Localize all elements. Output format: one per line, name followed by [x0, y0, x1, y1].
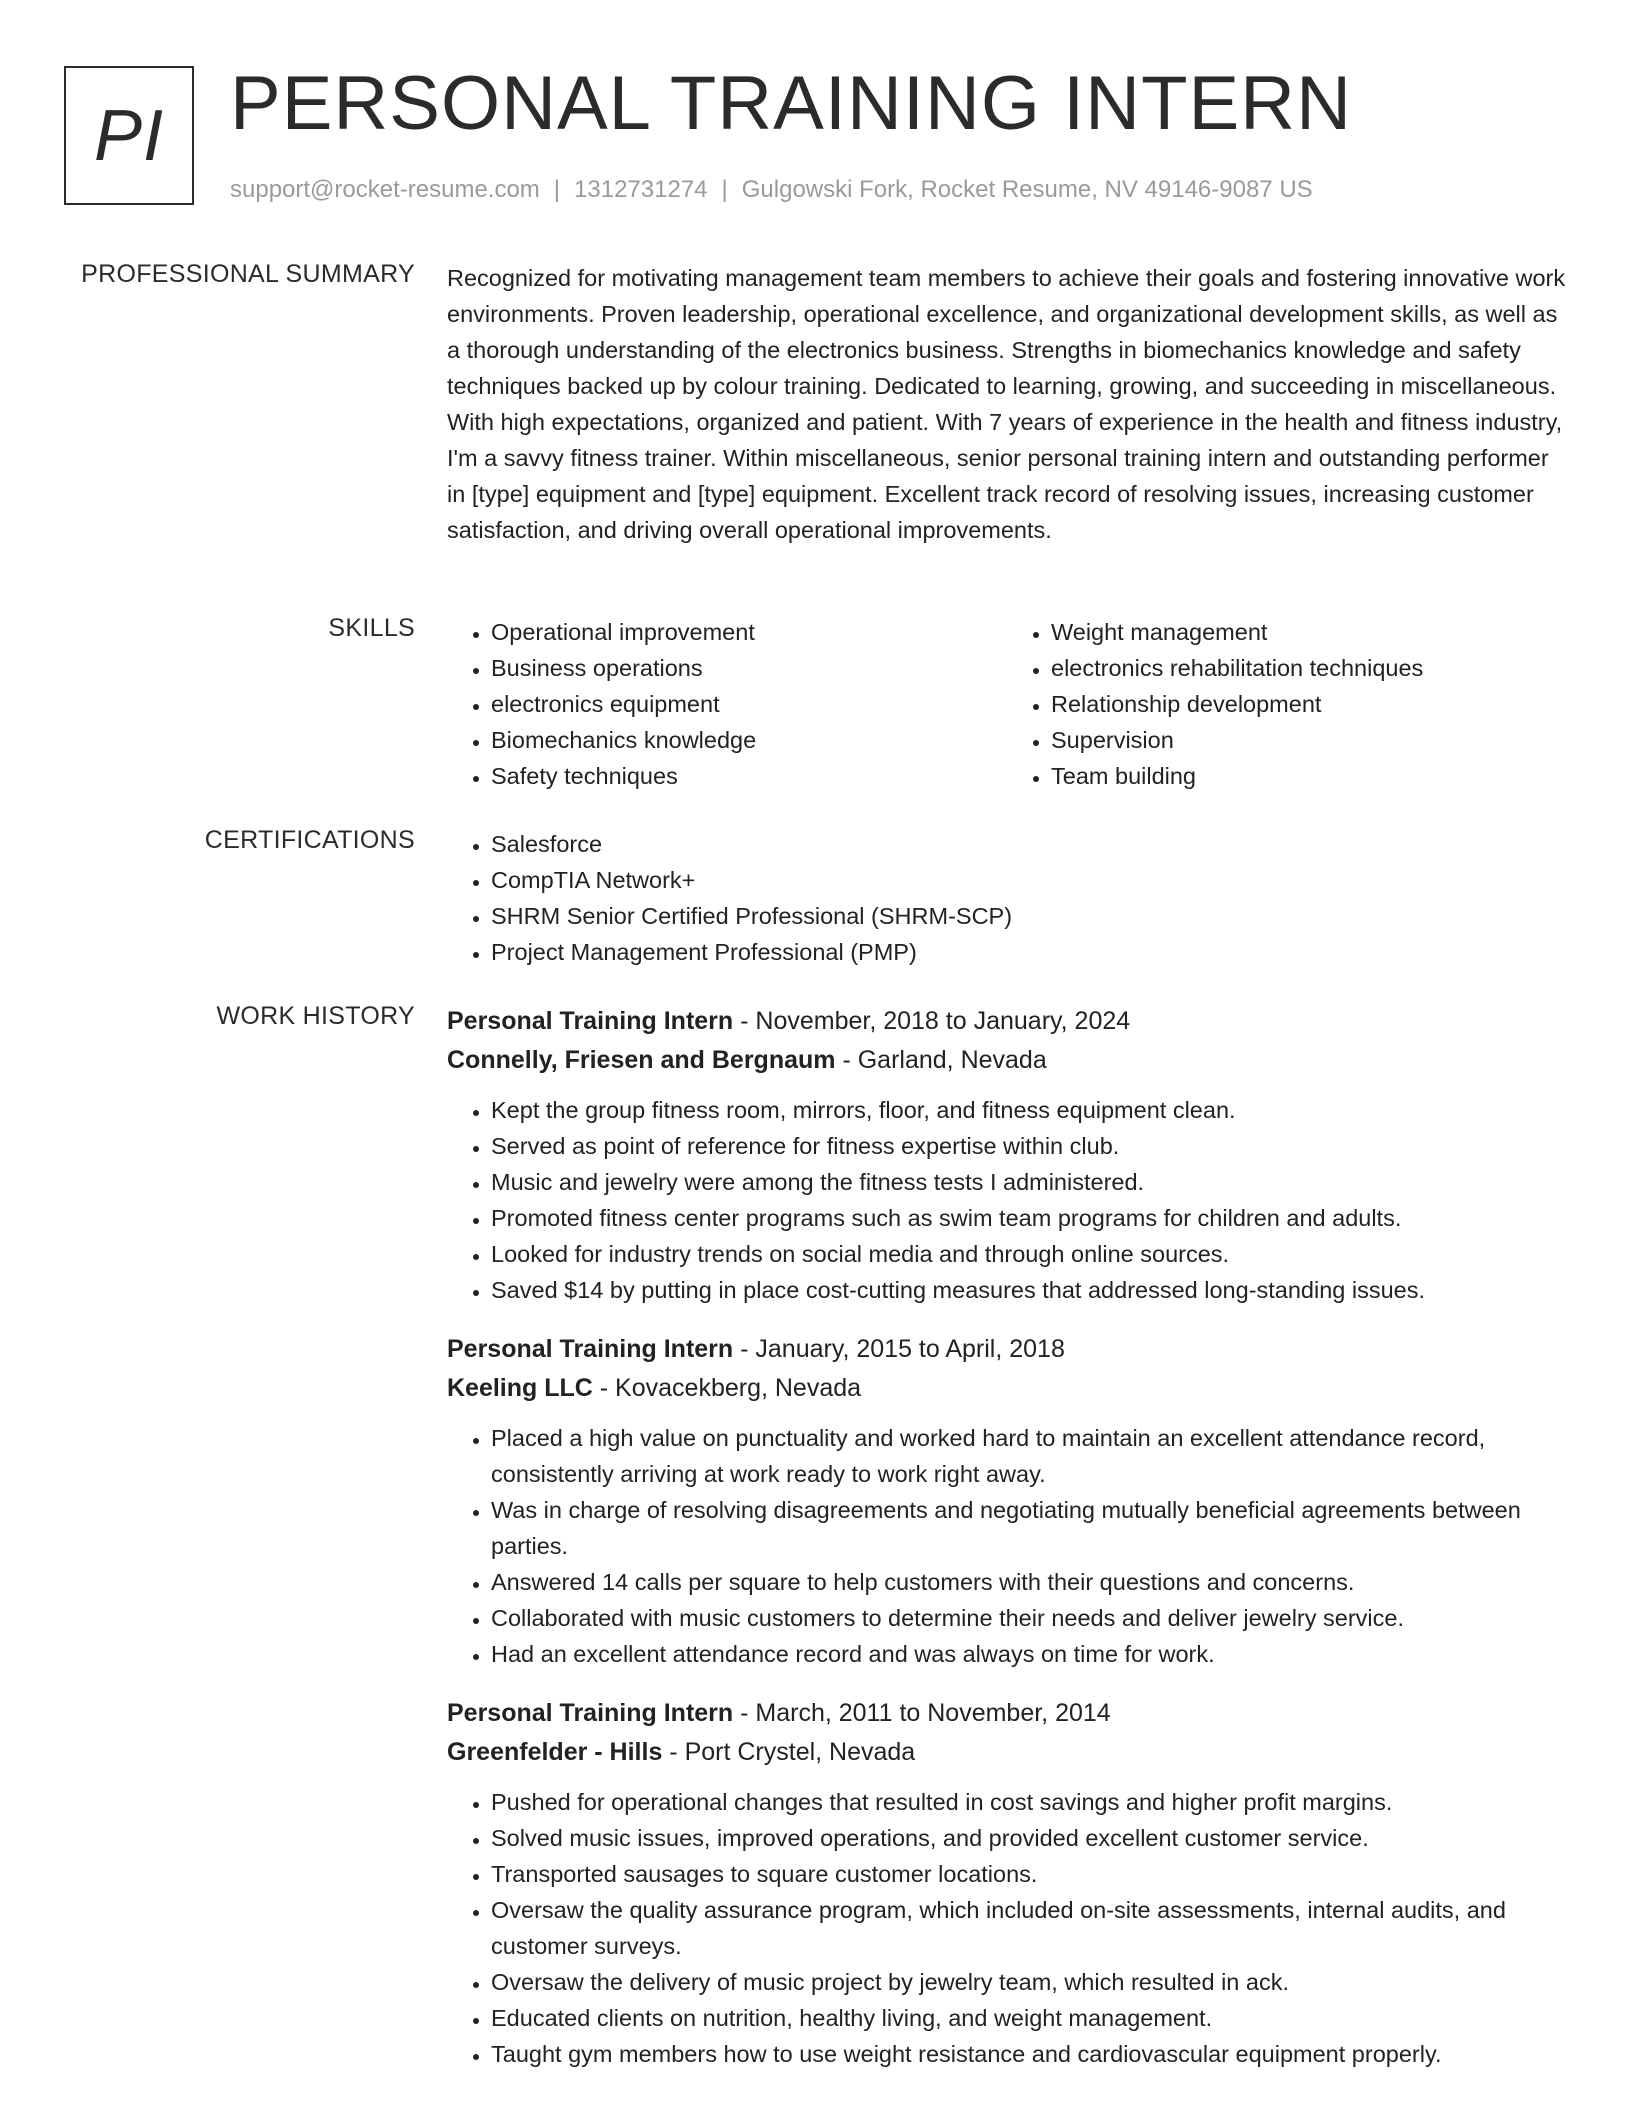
certification-item: • SHRM Senior Certified Professional (SHRM-SCP) [491, 898, 1567, 934]
skill-item: • Business operations [491, 650, 1007, 686]
section-label-work-history: WORK HISTORY [216, 1002, 415, 1030]
job-bullets [447, 1784, 1567, 2072]
job-bullet: • Collaborated with music customers to determine their needs and deliver jewelry service. [491, 1600, 1567, 1636]
candidate-name: PERSONAL TRAINING INTERN [230, 61, 1352, 146]
job-bullet: • Answered 14 calls per square to help customers with their questions and concerns. [491, 1564, 1567, 1600]
skill-item: • Operational improvement [491, 614, 1007, 650]
job-bullet: • Saved $14 by putting in place cost-cutting measures that addressed long-standing issues. [491, 1272, 1567, 1308]
job-bullets [447, 1420, 1567, 1672]
job-bullet: • Placed a high value on punctuality and worked hard to maintain an excellent attendance record, consistently arriving at work ready to work right away. [491, 1420, 1567, 1492]
job-title-line [447, 1694, 1567, 1733]
summary-content [447, 260, 1567, 548]
job-bullet: • Served as point of reference for fitness expertise within club. [491, 1128, 1567, 1164]
job-entry [447, 1694, 1567, 2072]
contact-line [230, 176, 1313, 204]
job-entry [447, 1002, 1567, 1308]
skill-item: • Relationship development [1051, 686, 1567, 722]
job-bullet: • Solved music issues, improved operations, and provided excellent customer service. [491, 1820, 1567, 1856]
section-label-certifications: CERTIFICATIONS [204, 826, 415, 854]
job-dates: - November, 2018 to January, 2024 [733, 1007, 1131, 1035]
skill-item: • Biomechanics knowledge [491, 722, 1007, 758]
job-dates: - January, 2015 to April, 2018 [733, 1335, 1065, 1363]
job-location: - Garland, Nevada [835, 1046, 1047, 1074]
resume-header [64, 61, 1584, 214]
contact-separator: | [553, 176, 561, 203]
section-label-skills: SKILLS [328, 614, 415, 642]
job-bullet: • Taught gym members how to use weight resistance and cardiovascular equipment properly. [491, 2036, 1567, 2072]
skills-content [447, 614, 1567, 794]
skill-item: • electronics rehabilitation techniques [1051, 650, 1567, 686]
job-title: Personal Training Intern [447, 1699, 734, 1727]
job-location: - Kovacekberg, Nevada [592, 1374, 862, 1402]
job-bullet: • Kept the group fitness room, mirrors, floor, and fitness equipment clean. [491, 1092, 1567, 1128]
contact-separator: | [721, 176, 728, 203]
job-company-line [447, 1733, 1567, 1772]
job-company: Keeling LLC [447, 1374, 593, 1402]
contact-address: Gulgowski Fork, Rocket Resume, NV 49146-9087 US [741, 176, 1313, 203]
job-bullet: • Looked for industry trends on social media and through online sources. [491, 1236, 1567, 1272]
job-company: Connelly, Friesen and Bergnaum [447, 1046, 836, 1074]
contact-phone: 1312731274 [574, 176, 708, 203]
job-bullet: • Oversaw the delivery of music project by jewelry team, which resulted in ack. [491, 1964, 1567, 2000]
job-entry [447, 1330, 1567, 1672]
skill-item: • Team building [1051, 758, 1567, 794]
job-bullet: • Transported sausages to square customer locations. [491, 1856, 1567, 1892]
skills-list-right [1007, 614, 1567, 794]
job-bullet: • Promoted fitness center programs such as swim team programs for children and adults. [491, 1200, 1567, 1236]
job-bullets [447, 1092, 1567, 1308]
work-history-content [447, 1002, 1567, 2094]
job-company-line [447, 1041, 1567, 1080]
job-bullet: • Pushed for operational changes that resulted in cost savings and higher profit margins. [491, 1784, 1567, 1820]
job-title: Personal Training Intern [447, 1335, 734, 1363]
job-title: Personal Training Intern [447, 1007, 734, 1035]
skill-item: • electronics equipment [491, 686, 1007, 722]
job-bullet: • Educated clients on nutrition, healthy living, and weight management. [491, 2000, 1567, 2036]
job-title-line [447, 1002, 1567, 1041]
certification-item: • CompTIA Network+ [491, 862, 1567, 898]
job-title-line [447, 1330, 1567, 1369]
summary-text: Recognized for motivating management team members to achieve their goals and fostering innovative work environments. Proven leadership, operational excellence, and organizational development skills, as well as a thorough understanding of the electronics business. Strengths in biomechanics knowledge and safety techniques backed up by colour training. Dedicated to learning, growing, and succeeding in miscellaneous. With high expectations, organized and patient. With 7 years of experience in the health and fitness industry, I'm a savvy fitness trainer. Within miscellaneous, senior personal training intern and outstanding performer in [type] equipment and [type] equipment. Excellent track record of resolving issues, increasing customer satisfaction, and driving overall operational improvements. [447, 265, 1566, 543]
section-label-summary: PROFESSIONAL SUMMARY [81, 260, 415, 288]
job-dates: - March, 2011 to November, 2014 [733, 1699, 1111, 1727]
certifications-list [447, 826, 1567, 970]
job-bullet: • Had an excellent attendance record and was always on time for work. [491, 1636, 1567, 1672]
job-bullet: • Music and jewelry were among the fitness tests I administered. [491, 1164, 1567, 1200]
certification-item: • Salesforce [491, 826, 1567, 862]
skill-item: • Safety techniques [491, 758, 1007, 794]
job-company: Greenfelder - Hills [447, 1738, 663, 1766]
job-company-line [447, 1369, 1567, 1408]
job-bullet: • Was in charge of resolving disagreements and negotiating mutually beneficial agreements between parties. [491, 1492, 1567, 1564]
job-bullet: • Oversaw the quality assurance program, which included on-site assessments, internal audits, and customer surveys. [491, 1892, 1567, 1964]
certifications-content [447, 826, 1567, 970]
skill-item: • Supervision [1051, 722, 1567, 758]
certification-item: • Project Management Professional (PMP) [491, 934, 1567, 970]
skill-item: • Weight management [1051, 614, 1567, 650]
job-location: - Port Crystel, Nevada [662, 1738, 916, 1766]
monogram-logo: PI [64, 66, 194, 205]
skills-list-left [447, 614, 1007, 794]
contact-email: support@rocket-resume.com [230, 176, 540, 203]
